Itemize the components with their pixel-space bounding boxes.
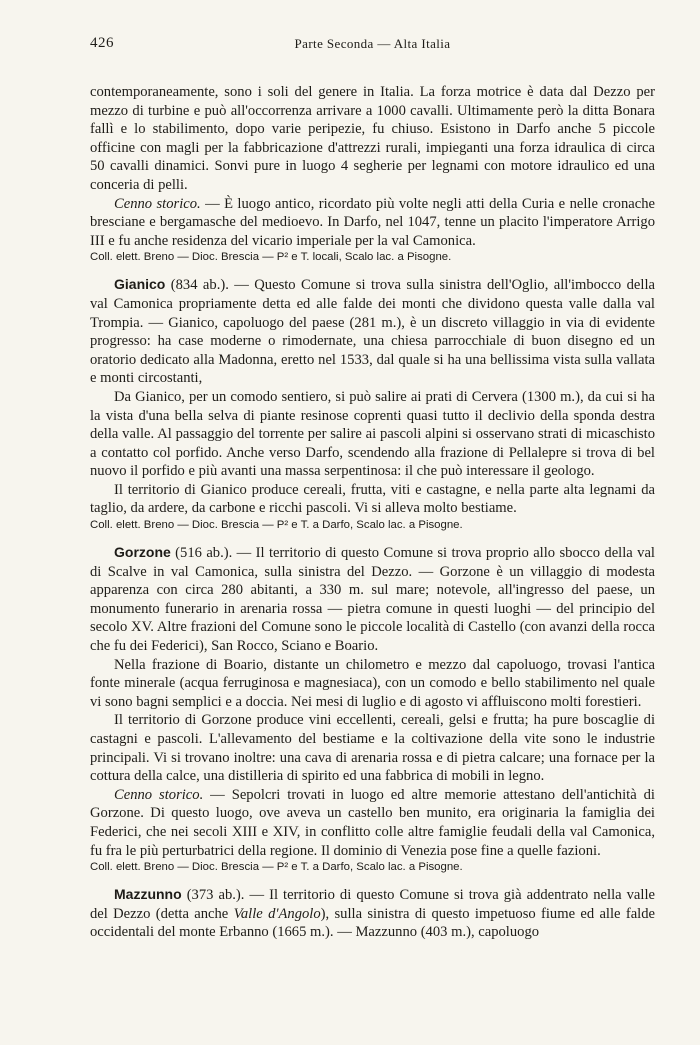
gorzone-paragraph-intro bbox=[90, 543, 655, 656]
gorzone-paragraph-boario: Nella frazione di Boario, distante un chilometro e mezzo dal capoluogo, trovasi l'antica fonte minerale (acqua ferruginosa e magnesiaca), con un comodo e bello stabilimento nel quale vi sono bagni semplici e a doccia. Nei mesi di luglio e di agosto vi affluiscono molti forestieri. bbox=[90, 656, 655, 710]
gorzone-entry-name: Gorzone bbox=[114, 544, 171, 561]
running-title: Parte Seconda — Alta Italia bbox=[294, 36, 451, 51]
mazzunno-entry-name: Mazzunno bbox=[114, 886, 182, 903]
darfo-history-label: Cenno storico. bbox=[114, 195, 201, 212]
gorzone-history-label: Cenno storico. bbox=[114, 786, 204, 803]
body-text bbox=[90, 83, 655, 942]
page-number: 426 bbox=[90, 35, 114, 51]
gorzone-paragraph-history bbox=[90, 786, 655, 860]
mazzunno-valley-name: Valle d'Angolo bbox=[233, 905, 321, 922]
darfo-paragraph-industry: contemporaneamente, sono i soli del genere in Italia. La forza motrice è data dal Dezzo per mezzo di turbine e può all'occorrenza arrivare a 1000 cavalli. Ultimamente però la ditta Bonara fallì e lo stabilimento, dopo varie peripezie, fu chiuso. Esistono in Darfo anche 5 piccole officine con magli per la fabbricazione d'attrezzi rurali, impieganti una forza idraulica di circa 50 cavalli dinamici. Sonvi pure in luogo 4 segherie per legnami con motore idraulico ed una conceria di pelli. bbox=[90, 84, 655, 193]
gorzone-paragraph-products: Il territorio di Gorzone produce vini eccellenti, cereali, gelsi e frutta; ha pure boscaglie di castagni e pascoli. L'allevamento del bestiame e la coltivazione della vite sono le industrie principali. Vi si trovano inoltre: una cava di arenaria rossa e di pietra calcare; una fornace per la cottura della calce, una distilleria di spirito ed una fabbrica di mobili in legno. bbox=[90, 712, 655, 785]
darfo-history-text: — È luogo antico, ricordato più volte negli atti della Curia e nelle cronache bresciane e bergamasche del medioevo. In Darfo, nel 1047, tenne un placito l'imperatore Arrigo III e fu anche residenza del vicario imperiale per la val Camonica. bbox=[90, 195, 655, 249]
gianico-entry-name: Gianico bbox=[114, 276, 166, 293]
gianico-paragraph-cervera: Da Gianico, per un comodo sentiero, si può salire ai prati di Cervera (1300 m.), da cui si ha la vista d'una bella selva di piante resinose coprenti quasi tutto il declivio della sponda destra della valle. Al passaggio del torrente per salire ai pascoli alpini si osservano strati di micaschisto a contatto col porfido. Anche verso Darfo, scendendo alla frazione di Pellalepre si trova di bel nuovo il porfido e più avanti una massa serpentinosa: il che può interessare il geologo. bbox=[90, 388, 655, 480]
darfo-paragraph-history bbox=[90, 195, 655, 251]
gianico-paragraph-intro bbox=[90, 275, 655, 388]
mazzunno-intro-text-b: ), sulla sinistra di questo impetuoso fiume ed alle falde occidentali del monte Erbanno (1665 m.). — Mazzunno (403 m.), capoluogo bbox=[90, 905, 655, 941]
gorzone-intro-text: (516 ab.). — Il territorio di questo Comune si trova proprio allo sbocco della val di Scalve in val Camonica, sulla sinistra del Dezzo. — Gorzone è un villaggio di modesta apparenza con circa 280 abitanti, a 330 m. sul mare; notevole, all'ingresso del paese, un monumento funerario in arenaria rossa — pietra comune in questi luoghi — del principio del secolo XV. Altre frazioni del Comune sono le piccole località di Castello (con avanzi della rocca che fu dei Federici), San Rocco, Sciano e Boario. bbox=[90, 545, 655, 655]
gianico-paragraph-products: Il territorio di Gianico produce cereali, frutta, viti e castagne, e nella parte alta legnami da taglio, da ardere, da carbone e ricchi pascoli. Vi si alleva molto bestiame. bbox=[90, 481, 655, 517]
mazzunno-paragraph-intro bbox=[90, 885, 655, 942]
gianico-administrative-note: Coll. elett. Breno — Dioc. Brescia — P² e T. a Darfo, Scalo lac. a Pisogne. bbox=[90, 519, 463, 532]
gorzone-history-text: — Sepolcri trovati in luogo ed altre memorie attestano dell'antichità di Gorzone. Di questo luogo, ove aveva un castello ben munito, era originaria la famiglia dei Federici, che nei secoli XIII e XIV, in conflitto colle altre famiglie feudali della val Camonica, fu fra le più perturbatrici della regione. Il dominio di Venezia pose fine a quelle fazioni. bbox=[90, 786, 655, 859]
mazzunno-intro-text-a: (373 ab.). — Il territorio di questo Comune si trova già addentrato nella valle del Dezzo (detta anche bbox=[90, 887, 655, 922]
page-header bbox=[90, 35, 655, 55]
gianico-intro-text: (834 ab.). — Questo Comune si trova sulla sinistra dell'Oglio, all'imbocco della val Camonica propriamente detta ed alle falde dei monti che dividono questa valle dalla val Trompia. — Gianico, capoluogo del paese (281 m.), è un discreto villaggio in via di evidente progresso: ha case moderne o rimodernate, una chiesa parrocchiale di buon disegno ed un oratorio dedicato alla Madonna, eretto nel 1533, dal quale si ha una bellissima vista sulla vallata e monti circostanti, bbox=[90, 277, 655, 387]
darfo-administrative-note: Coll. elett. Breno — Dioc. Brescia — P² e T. locali, Scalo lac. a Pisogne. bbox=[90, 251, 452, 264]
gorzone-administrative-note: Coll. elett. Breno — Dioc. Brescia — P² e T. a Darfo, Scalo lac. a Pisogne. bbox=[90, 861, 463, 874]
